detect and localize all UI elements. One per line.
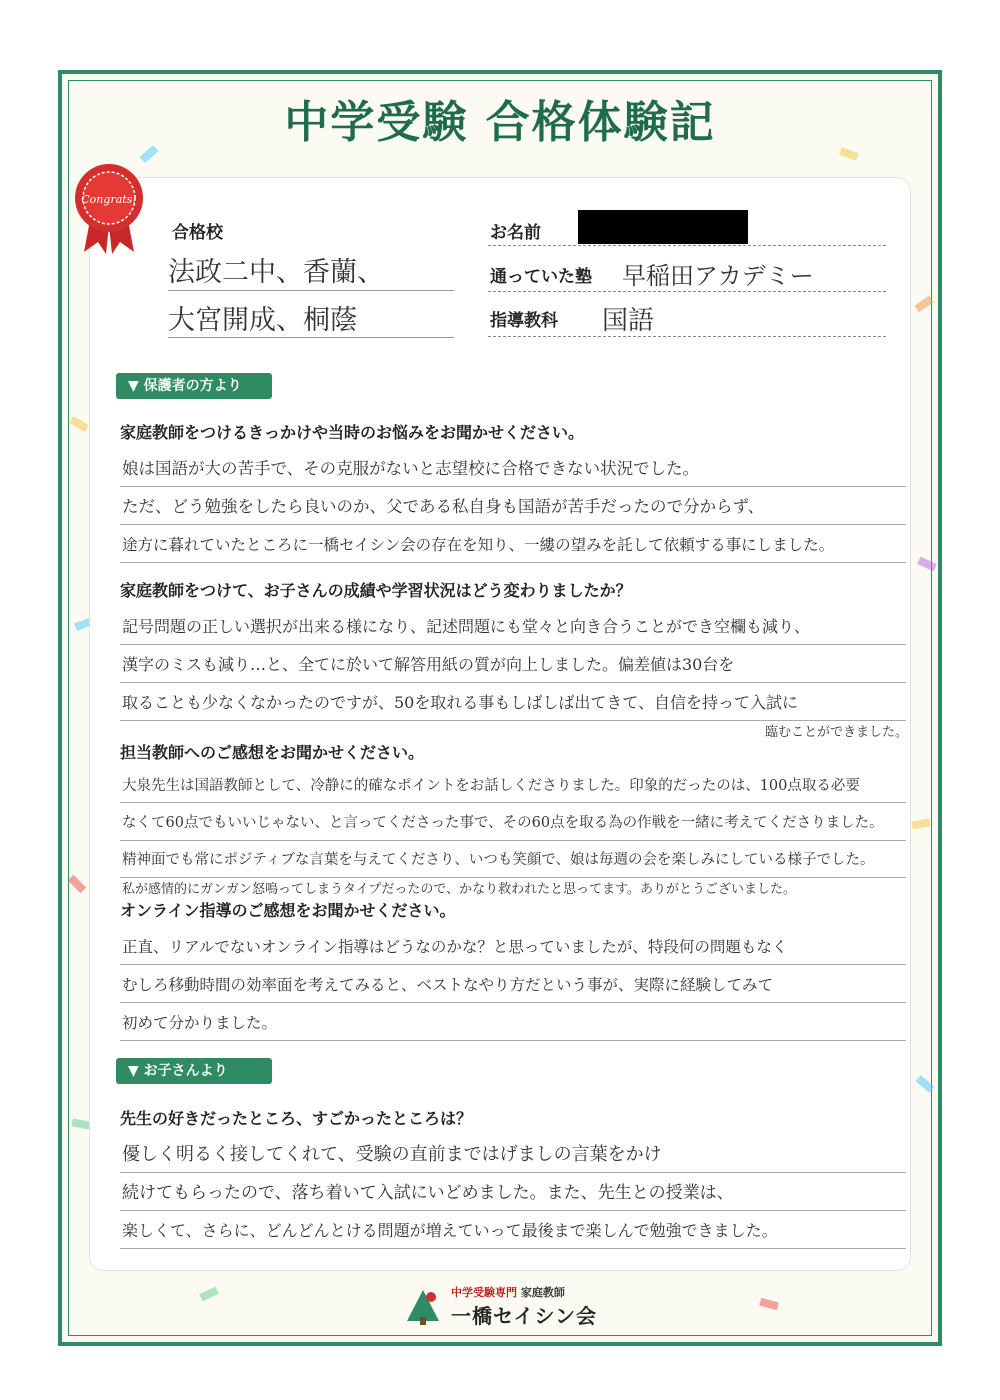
school-value-line2: 大宮開成、桐蔭 [168,305,357,336]
footer-brand: 一橋セイシン会 [451,1304,597,1328]
guardian-question-4: オンライン指導のご感想をお聞かせください。 [120,901,456,920]
footer-logo [0,1284,1000,1331]
school-value-line1: 法政二中、香蘭、 [168,257,384,288]
name-label: お名前 [490,223,541,243]
subject-value: 国語 [602,306,655,336]
guardian-answer-1: 娘は国語が大の苦手で、その克服がないと志望校に合格できない状況でした。 ただ、どう勉強をしたら良いのか、父である私自身も国語が苦手だったので分からず、 途方に暮れていたところに一橋セイシン会の存在を知り、一縷の望みを託して依頼する事にしました。 [122,459,835,554]
redacted-name [578,210,748,244]
guardian-section-tab: ▼ 保護者の方より [116,373,272,399]
guardian-answer-3: 大泉先生は国語教師として、冷静に的確なポイントをお話しくださりました。印象的だったのは、100点取る必要 なくて60点でもいいじゃない、と言ってくださった事で、その60点を取る為の作戦を一緒に考えてくださりました。 精神面でも常にポジティブな言葉を与えてくださり、いつも笑顔で、娘は毎週の会を楽しみにしている様子でした。 私が感情的にガンガン怒鳴ってしまうタイプだったので、かなり救われたと思ってます。ありがとうございました。 [122,778,884,897]
child-question-1: 先生の好きだったところ、すごかったところは？ [120,1109,473,1128]
child-answer-1: 優しく明るく接してくれて、受験の直前まではげましの言葉をかけ 続けてもらったので、落ち着いて入試にいどめました。また、先生との授業は、 楽しくて、さらに、どんどんとける問題が増えていって最後まで楽しんで勉強できました。 [122,1144,778,1240]
guardian-question-3: 担当教師へのご感想をお聞かせください。 [120,743,425,762]
guardian-answer-2: 記号問題の正しい選択が出来る様になり、記述問題にも堂々と向き合うことができ空欄も減り、 漢字のミスも減り…と、全てに於いて解答用紙の質が向上しました。偏差値は30台を 取ることも少なくなかったのですが、50を取れる事もしばしば出てきて、自信を持って入試に 臨むことができました。 [122,617,908,740]
footer-subtitle: 中学受験専門 家庭教師 [451,1286,565,1299]
child-section-tab: ▼ お子さんより [116,1058,272,1084]
school-label: 合格校 [172,223,223,243]
guardian-question-2: 家庭教師をつけて、お子さんの成績や学習状況はどう変わりましたか？ [120,581,632,600]
tree-logo-icon [403,1287,443,1327]
rosette-text: Congrats! [81,193,137,206]
page-title: 中学受験 合格体験記 [284,97,716,148]
guardian-question-1: 家庭教師をつけるきっかけや当時のお悩みをお聞かせください。 [120,423,585,442]
juku-value: 早稲田アカデミー [622,262,814,290]
subject-label: 指導教科 [490,311,558,331]
congrats-rosette-icon [62,160,156,254]
guardian-answer-4: 正直、リアルでないオンライン指導はどうなのかな？と思っていましたが、特段何の問題もなく むしろ移動時間の効率面を考えてみると、ベストなやり方だという事が、実際に経験してみて 初めて分かりました。 [122,938,788,1032]
juku-label: 通っていた塾 [490,267,592,287]
